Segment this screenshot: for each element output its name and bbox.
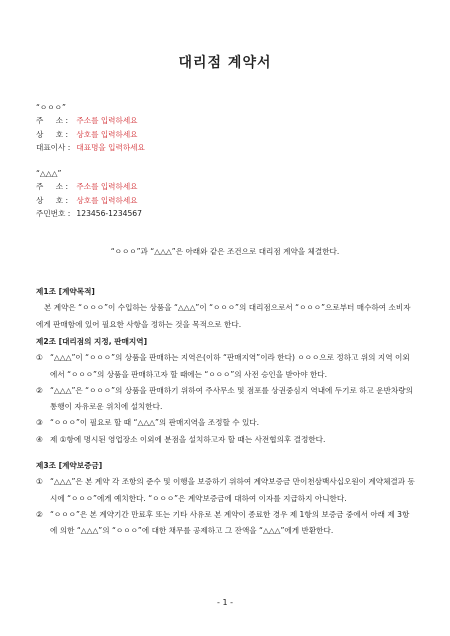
party-a-rep-field[interactable]: 대표명을 입력하세요 <box>76 142 145 152</box>
party-b-block <box>36 167 142 220</box>
article-3-title: 제3조 [계약보증금] <box>36 461 103 470</box>
party-a-name: “ㅇㅇㅇ” <box>36 103 66 112</box>
item-text: “△△△”은 “ㅇㅇㅇ”의 상품을 판매하기 위하여 주사무소 및 점포를 상권중심지 역내에 두기로 하고 운반차량의 통행이 자유로운 위치에 설치한다. <box>50 385 413 412</box>
article-2 <box>36 334 416 448</box>
page-number: - 1 - <box>217 598 233 607</box>
article-2-item <box>36 432 416 448</box>
item-number: ④ <box>36 434 43 444</box>
contract-intro: “ㅇㅇㅇ”과 “△△△”은 아래와 같은 조건으로 대리점 계약을 체결한다. <box>110 247 340 256</box>
article-3-item <box>36 474 416 507</box>
article-3-item <box>36 507 416 540</box>
item-text: “ㅇㅇㅇ”은 본 계약기간 만료후 또는 기타 사유로 본 계약이 종료한 경우 제 1항의 보증금 중에서 아래 제 3항에 의한 “△△△”의 “ㅇㅇㅇ”에 대한 채무를 공제하고 그 잔액을 “△△△”에게 반환한다. <box>50 509 410 536</box>
item-text: “△△△”은 본 계약 각 조항의 준수 및 이행을 보증하기 위하여 계약보증금 만이천삼백사십오원이 계약체결과 동시에 “ㅇㅇㅇ”에게 예치한다. “ㅇㅇㅇ”은 계약보증금에 대하여 이자를 지급하지 아니한다. <box>50 477 415 503</box>
party-b-id-value[interactable]: 123456-1234567 <box>76 208 142 218</box>
party-b-name: “△△△” <box>36 169 62 178</box>
article-1 <box>36 284 416 333</box>
party-b-address-field[interactable]: 주소를 입력하세요 <box>76 182 138 192</box>
party-a-block <box>36 101 145 154</box>
article-2-item <box>36 415 416 431</box>
article-2-item <box>36 383 416 416</box>
article-1-body: 본 계약은 “ㅇㅇㅇ”이 수입하는 상품을 “△△△”이 “ㅇㅇㅇ”의 대리점으로서 “ㅇㅇㅇ”으로부터 매수하여 소비자에게 판매함에 있어 필요한 사항을 정하는 것을 목적으로 한다. <box>36 303 411 329</box>
item-text: “ㅇㅇㅇ”이 필요로 할 때 “△△△”의 판매지역을 조정할 수 있다. <box>50 418 260 428</box>
party-a-rep-label: 대표이사 : <box>36 142 71 152</box>
item-number: ① <box>36 477 43 487</box>
document-title: 대리점 계약서 <box>178 55 272 71</box>
article-2-item <box>36 350 416 383</box>
item-number: ② <box>36 509 43 519</box>
article-1-title: 제1조 [계약목적] <box>36 287 95 296</box>
party-a-address-label: 주 소 : <box>36 116 69 126</box>
item-text: 제 ①항에 명시된 영업장소 이외에 분점을 설치하고자 할 때는 사전협의후 결정한다. <box>50 434 326 444</box>
party-b-company-label: 상 호 : <box>36 195 69 205</box>
party-b-company-row <box>36 194 142 207</box>
article-2-title: 제2조 [대리점의 지정, 판매지역] <box>36 337 148 346</box>
party-a-company-row <box>36 128 145 141</box>
party-a-address-field[interactable]: 주소를 입력하세요 <box>76 116 138 126</box>
item-number: ③ <box>36 418 43 428</box>
party-a-company-label: 상 호 : <box>36 129 69 139</box>
article-3 <box>36 458 416 539</box>
party-b-address-row <box>36 180 142 193</box>
party-b-company-field[interactable]: 상호를 입력하세요 <box>76 195 138 205</box>
party-b-address-label: 주 소 : <box>36 182 69 192</box>
item-number: ② <box>36 385 43 395</box>
item-number: ① <box>36 353 43 363</box>
party-b-id-label: 주민번호 : <box>36 208 71 218</box>
party-a-address-row <box>36 114 145 127</box>
party-a-rep-row <box>36 141 145 154</box>
party-b-id-row <box>36 207 142 220</box>
item-text: “△△△”이 “ㅇㅇㅇ”의 상품을 판매하는 지역은(이하 “판매지역”이라 한다) ㅇㅇㅇ으로 정하고 위의 지역 이외에서 “ㅇㅇㅇ”의 상품을 판매하고자 할 때에는 “ㅇㅇㅇ”의 사전 승인을 받아야 한다. <box>50 353 410 379</box>
party-a-company-field[interactable]: 상호를 입력하세요 <box>76 129 138 139</box>
